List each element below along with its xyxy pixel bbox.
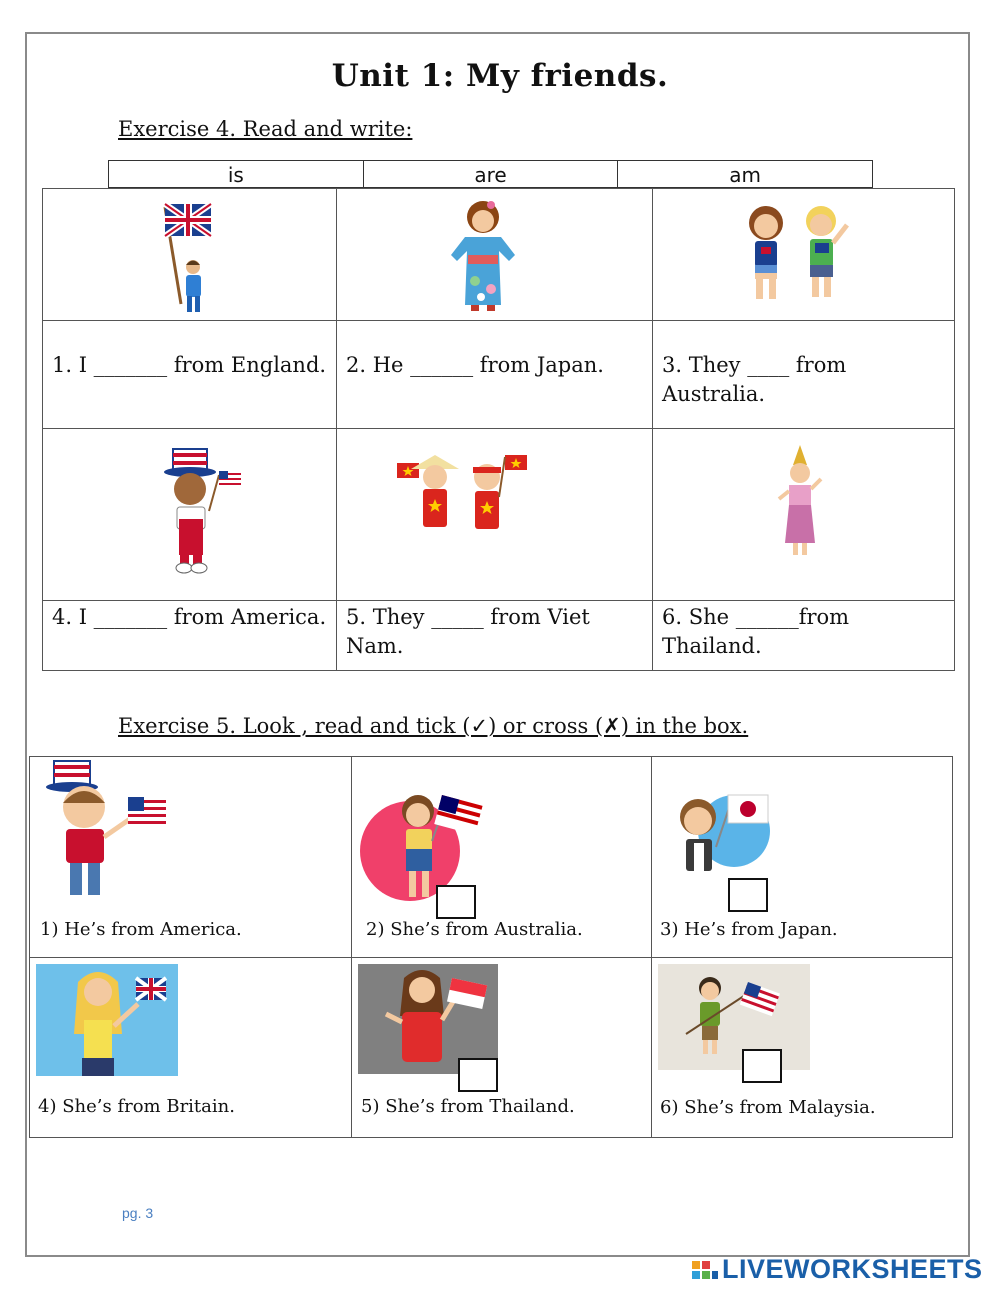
picture-cell xyxy=(653,429,955,601)
sentence-cell[interactable]: 6. She ______from Thailand. xyxy=(653,601,955,671)
exercise5-cell xyxy=(652,958,953,1138)
exercise4-heading: Exercise 4. Read and write: xyxy=(118,117,413,141)
answer-box[interactable] xyxy=(728,878,768,912)
liveworksheets-logo xyxy=(690,1254,983,1285)
picture-cell xyxy=(337,189,653,321)
british-girl-picture xyxy=(36,964,178,1076)
answer-box[interactable] xyxy=(742,1049,782,1083)
exercise5-cell xyxy=(30,757,352,958)
usa-boy-uncle-sam-picture xyxy=(153,445,253,577)
exercise4-table xyxy=(42,188,955,671)
australia-children-picture xyxy=(731,199,857,315)
sentence-cell[interactable]: 1. I _______ from England. xyxy=(43,321,337,429)
statement-text: 4) She’s from Britain. xyxy=(38,1096,235,1117)
girl-with-us-flag-picture xyxy=(658,964,810,1070)
page-title: Unit 1: My friends. xyxy=(331,58,669,94)
sentence-cell[interactable]: 4. I _______ from America. xyxy=(43,601,337,671)
uk-boy-with-flag-picture xyxy=(155,199,215,317)
exercise5-cell xyxy=(352,958,652,1138)
thailand-girl-picture xyxy=(755,443,845,565)
exercise5-cell xyxy=(30,958,352,1138)
statement-text: 1) He’s from America. xyxy=(40,919,242,940)
picture-cell xyxy=(337,429,653,601)
statement-text: 6) She’s from Malaysia. xyxy=(660,1097,876,1118)
picture-cell xyxy=(43,429,337,601)
sentence-cell[interactable]: 5. They _____ from Viet Nam. xyxy=(337,601,653,671)
sentence-cell[interactable]: 2. He ______ from Japan. xyxy=(337,321,653,429)
page-number: pg. 3 xyxy=(122,1205,154,1221)
statement-text: 2) She’s from Australia. xyxy=(366,919,583,940)
word-bank-item: am xyxy=(729,163,762,187)
japan-girl-kimono-picture xyxy=(435,195,531,319)
picture-cell xyxy=(653,189,955,321)
brand-name: LIVEWORKSHEETS xyxy=(722,1254,983,1284)
exercise5-table xyxy=(29,756,953,1138)
american-boy-picture xyxy=(42,759,168,901)
vietnam-children-picture xyxy=(393,447,533,563)
picture-cell xyxy=(43,189,337,321)
statement-text: 3) He’s from Japan. xyxy=(660,919,838,940)
word-bank-item: is xyxy=(109,161,364,187)
answer-box[interactable] xyxy=(458,1058,498,1092)
exercise5-cell xyxy=(652,757,953,958)
logo-blocks-icon xyxy=(690,1257,720,1283)
statement-text: 5) She’s from Thailand. xyxy=(361,1096,575,1117)
answer-box[interactable] xyxy=(436,885,476,919)
word-bank xyxy=(108,160,873,188)
exercise5-cell xyxy=(352,757,652,958)
exercise5-heading: Exercise 5. Look , read and tick (✓) or cross (✗) in the box. xyxy=(118,714,749,738)
japanese-boy-picture xyxy=(670,787,792,887)
word-bank-item: are xyxy=(364,161,619,187)
sentence-cell[interactable]: 3. They ____ from Australia. xyxy=(653,321,955,429)
